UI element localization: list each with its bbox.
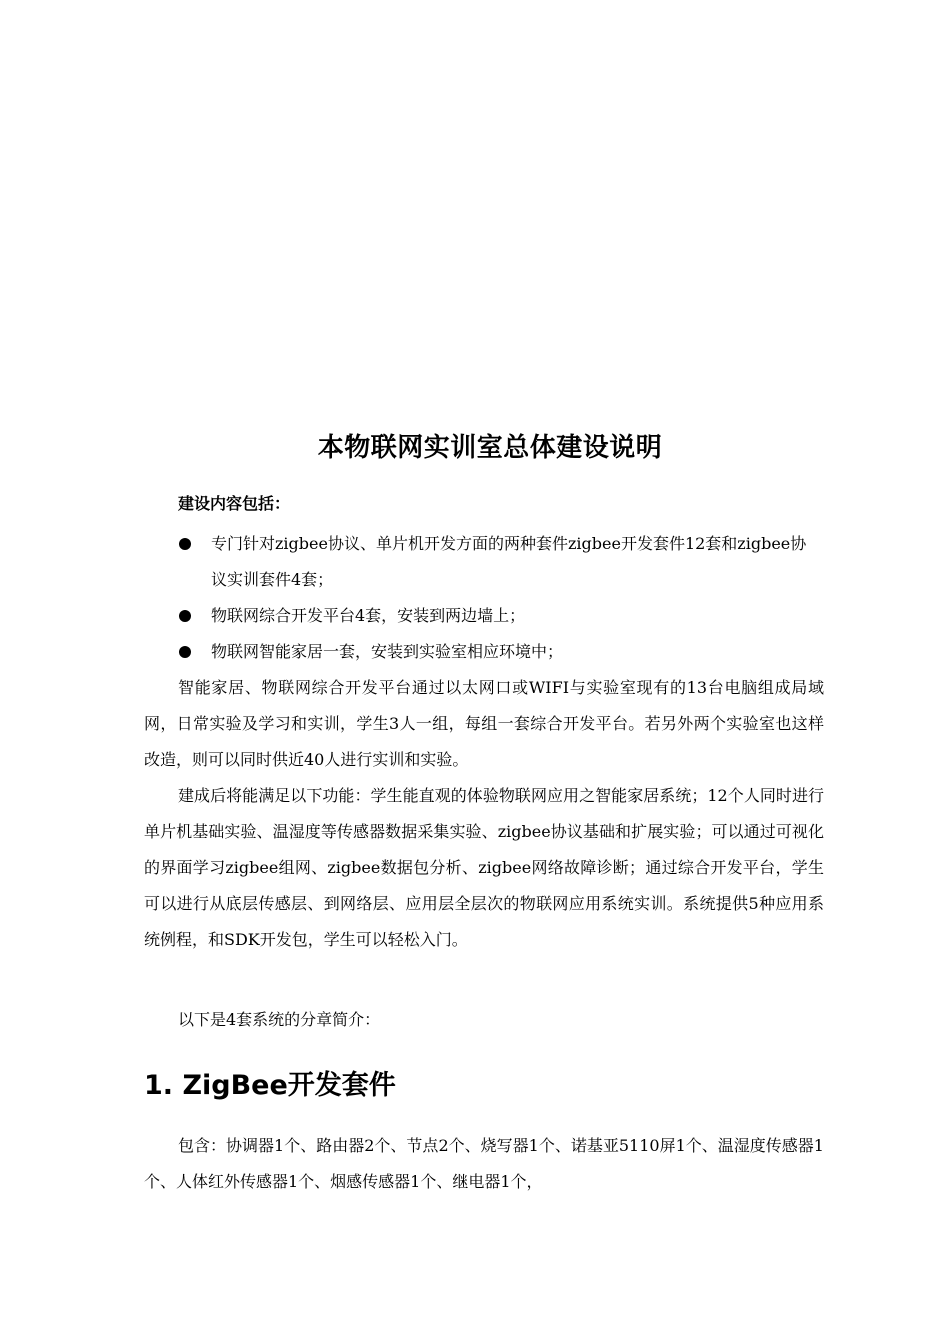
bullet-text: 专门针对zigbee协议、单片机开发方面的两种套件zigbee开发套件12套和zigbee协议实训套件4套； <box>211 534 807 589</box>
paragraph-network: 智能家居、物联网综合开发平台通过以太网口或WIFI与实验室现有的13台电脑组成局域网，日常实验及学习和实训，学生3人一组，每组一套综合开发平台。若另外两个实验室也这样改造，则可以同时供近40人进行实训和实验。 <box>144 678 824 769</box>
bullet-icon <box>179 538 191 550</box>
list-item <box>178 634 818 670</box>
intro-label: 建设内容包括： <box>178 494 291 513</box>
bullet-list <box>178 526 818 670</box>
bullet-text: 物联网智能家居一套，安装到实验室相应环境中； <box>211 642 564 661</box>
paragraph-chapter-intro: 以下是4套系统的分章简介： <box>178 1010 381 1029</box>
bullet-text: 物联网综合开发平台4套，安装到两边墙上； <box>211 606 526 625</box>
list-item <box>178 526 818 598</box>
bullet-icon <box>179 646 191 658</box>
document-title: 本物联网实训室总体建设说明 <box>317 433 663 463</box>
bullet-icon <box>179 610 191 622</box>
list-item <box>178 598 818 634</box>
paragraph-section-contents: 包含：协调器1个、路由器2个、节点2个、烧写器1个、诺基亚5110屏1个、温湿度传感器1个、人体红外传感器1个、烟感传感器1个、继电器1个， <box>144 1136 824 1191</box>
paragraph-functions: 建成后将能满足以下功能：学生能直观的体验物联网应用之智能家居系统；12个人同时进行单片机基础实验、温湿度等传感器数据采集实验、zigbee协议基础和扩展实验；可以通过可视化的界面学习zigbee组网、zigbee数据包分析、zigbee网络故障诊断；通过综合开发平台，学生可以进行从底层传感层、到网络层、应用层全层次的物联网应用系统实训。系统提供5种应用系统例程，和SDK开发包，学生可以轻松入门。 <box>144 786 824 949</box>
section-heading: 1. ZigBee开发套件 <box>144 1070 396 1101</box>
